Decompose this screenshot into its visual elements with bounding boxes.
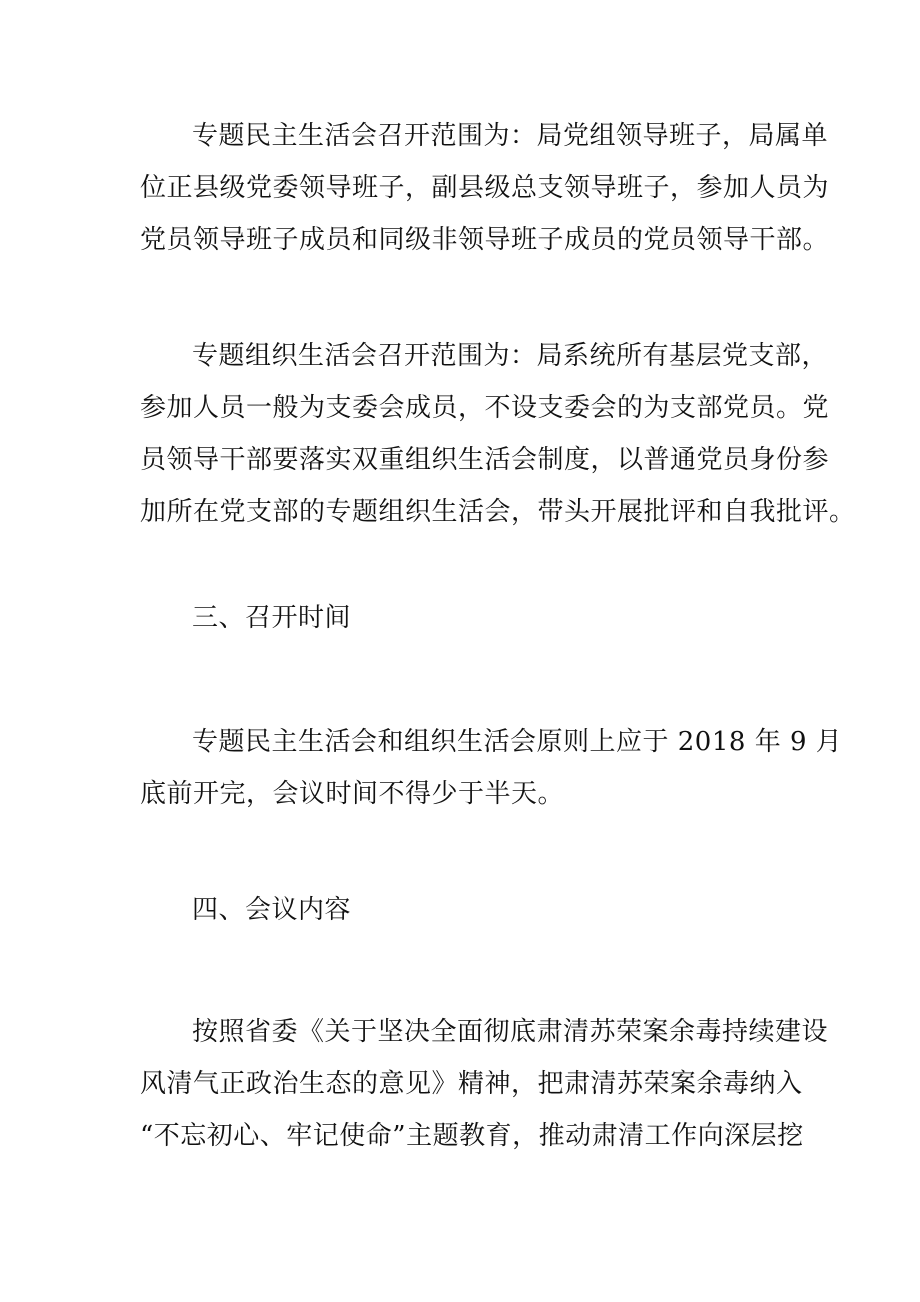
text-line: 专题组织生活会召开范围为：局系统所有基层党支部， <box>192 341 829 371</box>
text-line: 党员领导班子成员和同级非领导班子成员的党员领导干部。 <box>140 225 830 255</box>
text-line: 参加人员一般为支委会成员，不设支委会的为支部党员。党 <box>140 393 830 423</box>
text-line: 风清气正政治生态的意见》精神，把肃清苏荣案余毒纳入 <box>140 1069 803 1099</box>
text-line: 底前开完，会议时间不得少于半天。 <box>140 779 565 809</box>
paragraph-meeting-time <box>140 716 843 820</box>
text-line: 专题民主生活会召开范围为：局党组领导班子，局属单 <box>192 121 829 151</box>
text-line: 员领导干部要落实双重组织生活会制度，以普通党员身份参 <box>140 445 830 475</box>
section-heading-meeting-content: 四、会议内容 <box>192 895 352 925</box>
text-line: 按照省委《关于坚决全面彻底肃清苏荣案余毒持续建设 <box>192 1017 829 1047</box>
section-heading-meeting-time: 三、召开时间 <box>192 603 352 633</box>
text-line: 专题民主生活会和组织生活会原则上应于 2018 年 9 月 <box>192 727 843 757</box>
paragraph-democratic-life-scope <box>140 110 830 266</box>
text-line: 位正县级党委领导班子，副县级总支领导班子，参加人员为 <box>140 173 830 203</box>
paragraph-meeting-content <box>140 1006 829 1162</box>
paragraph-organizational-life-scope <box>140 330 856 538</box>
text-line: 加所在党支部的专题组织生活会，带头开展批评和自我批评。 <box>140 497 856 527</box>
text-line: “不忘初心、牢记使命”主题教育，推动肃清工作向深层挖 <box>140 1121 804 1151</box>
